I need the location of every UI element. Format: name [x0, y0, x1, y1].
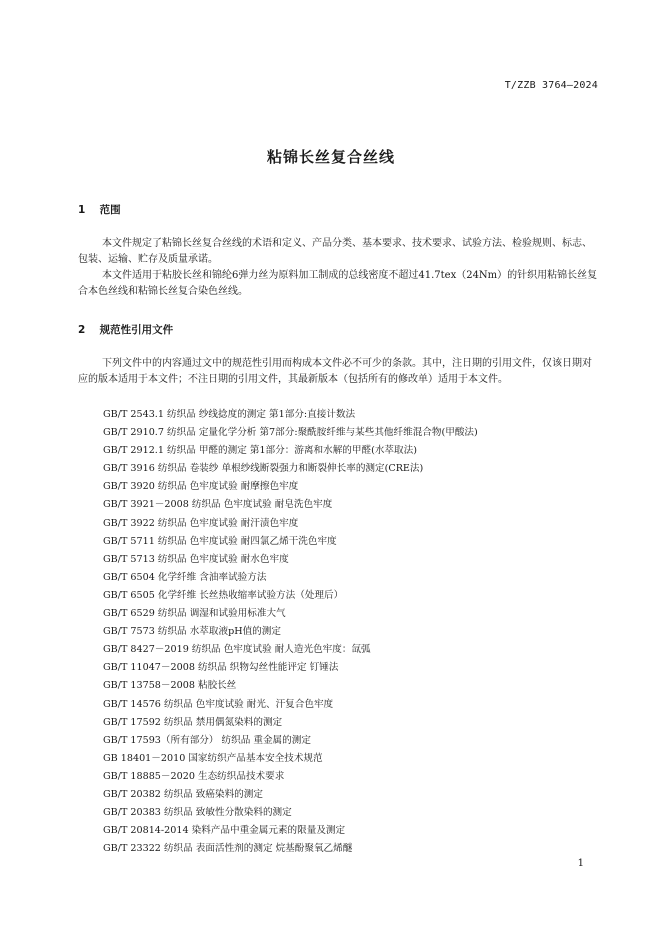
reference-item: GB/T 17592 纺织品 禁用偶氮染料的测定 [103, 716, 283, 728]
reference-item: GB/T 3922 纺织品 色牢度试验 耐汗渍色牢度 [103, 517, 299, 529]
reference-item: GB/T 3916 纺织品 卷装纱 单根纱线断裂强力和断裂伸长率的测定(CRE法) [103, 463, 424, 475]
reference-item: GB/T 2912.1 纺织品 甲醛的测定 第1部分：游离和水解的甲醛(水萃取法) [103, 445, 417, 457]
scope-paragraph-2: 本文件适用于粘胶长丝和锦纶6弹力丝为原料加工制成的总线密度不超过41.7tex（24Nm）的针织用粘锦长丝复合本色丝线和粘锦长丝复合染色丝线。 [78, 270, 598, 297]
reference-item: GB/T 8427－2019 纺织品 色牢度试验 耐人造光色牢度：氙弧 [103, 644, 371, 656]
reference-item: GB/T 5711 纺织品 色牢度试验 耐四氯乙烯干洗色牢度 [103, 535, 337, 547]
section-heading-normative-references [78, 322, 173, 337]
reference-item: GB/T 7573 纺织品 水萃取液pH值的测定 [103, 626, 281, 638]
section-number: 2 [78, 324, 86, 336]
reference-item: GB 18401－2010 国家纺织产品基本安全技术规范 [103, 752, 323, 764]
reference-list [103, 406, 603, 858]
reference-item: GB/T 17593（所有部分） 纺织品 重金属的测定 [103, 734, 311, 746]
reference-item: GB/T 3920 纺织品 色牢度试验 耐摩擦色牢度 [103, 481, 299, 493]
section-title: 规范性引用文件 [99, 324, 174, 336]
reference-item: GB/T 20383 纺织品 致敏性分散染料的测定 [103, 807, 292, 819]
reference-item: GB/T 6504 化学纤维 含油率试验方法 [103, 571, 267, 583]
reference-item: GB/T 20814-2014 染料产品中重金属元素的限量及测定 [103, 825, 346, 837]
reference-item: GB/T 2543.1 纺织品 纱线捻度的测定 第1部分:直接计数法 [103, 409, 356, 420]
reference-item: GB/T 14576 纺织品 色牢度试验 耐光、汗复合色牢度 [103, 698, 334, 710]
standard-code: T/ZZB 3764—2024 [504, 80, 598, 91]
section-number: 1 [78, 204, 86, 216]
section-title: 范围 [99, 204, 121, 216]
reference-item: GB/T 3921－2008 纺织品 色牢度试验 耐皂洗色牢度 [103, 499, 333, 511]
page-number: 1 [577, 858, 584, 869]
scope-paragraph-1: 本文件规定了粘锦长丝复合丝线的术语和定义、产品分类、基本要求、技术要求、试验方法、检验规则、标志、包装、运输、贮存及质量承诺。 [78, 238, 592, 265]
reference-item: GB/T 13758－2008 粘胶长丝 [103, 680, 237, 692]
reference-item: GB/T 20382 纺织品 致癌染料的测定 [103, 788, 263, 800]
references-intro-paragraph: 下列文件中的内容通过文中的规范性引用而构成本文件必不可少的条款。其中，注日期的引用文件，仅该日期对应的版本适用于本文件；不注日期的引用文件，其最新版本（包括所有的修改单）适用于本文件。 [78, 358, 592, 385]
reference-item: GB/T 18885－2020 生态纺织品技术要求 [103, 770, 285, 782]
reference-item: GB/T 5713 纺织品 色牢度试验 耐水色牢度 [103, 553, 289, 565]
reference-item: GB/T 11047－2008 纺织品 织物勾丝性能评定 钉锤法 [103, 662, 339, 674]
document-title: 粘锦长丝复合丝线 [266, 148, 395, 166]
reference-item: GB/T 23322 纺织品 表面活性剂的测定 烷基酚聚氧乙烯醚 [103, 843, 353, 855]
section-heading-scope [78, 202, 121, 217]
reference-item: GB/T 6505 化学纤维 长丝热收缩率试验方法（处理后） [103, 589, 344, 601]
reference-item: GB/T 2910.7 纺织品 定量化学分析 第7部分:聚酰胺纤维与某些其他纤维混合物(甲酸法) [103, 427, 478, 439]
reference-item: GB/T 6529 纺织品 调湿和试验用标准大气 [103, 608, 286, 620]
